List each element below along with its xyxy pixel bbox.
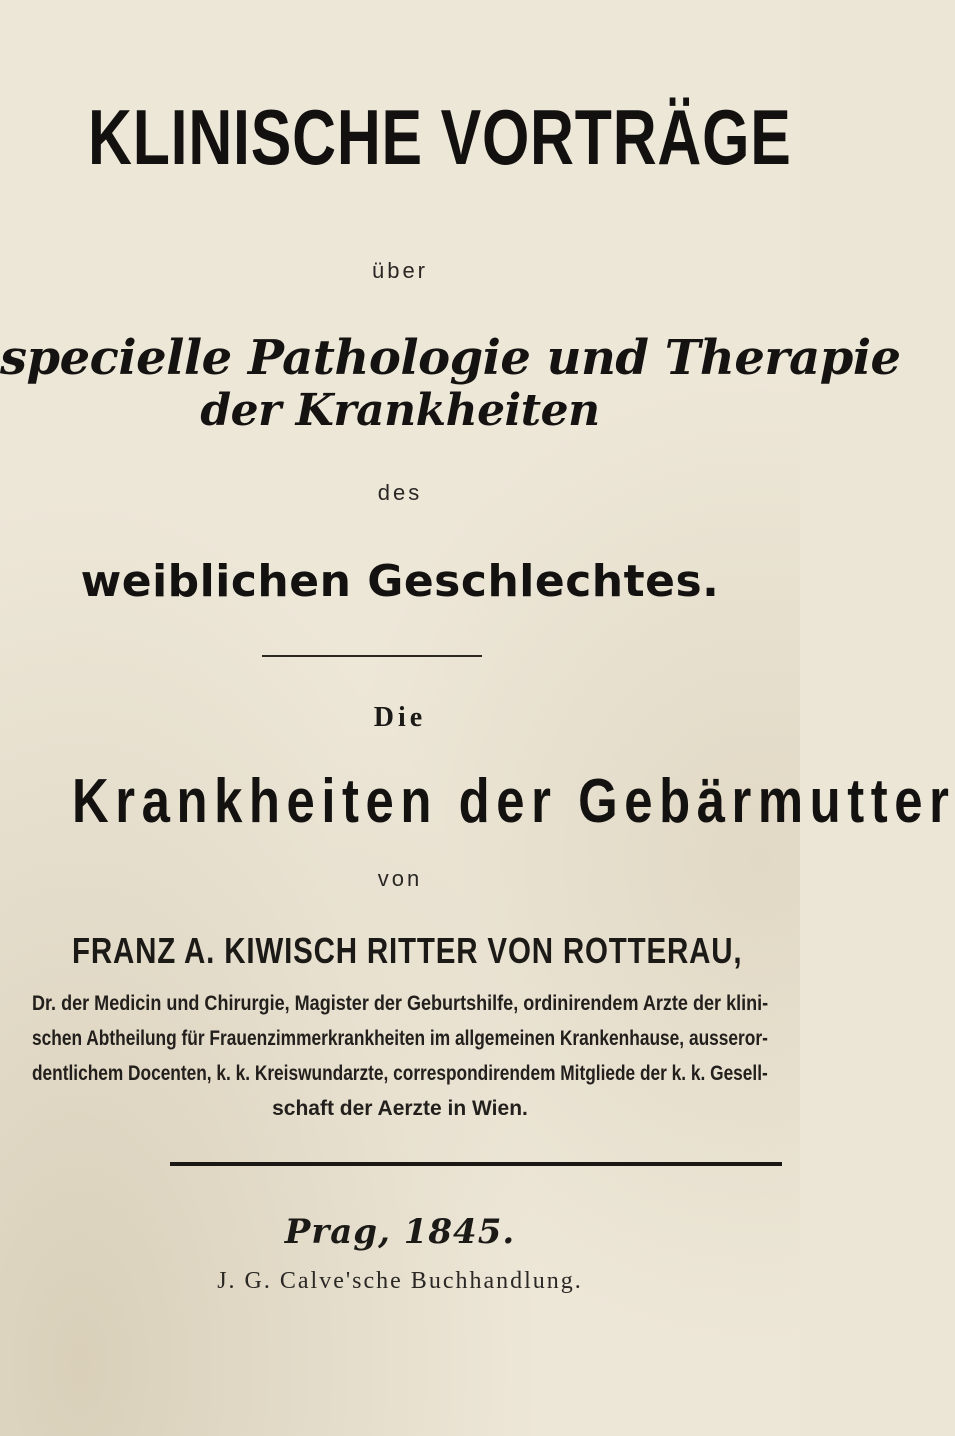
credentials-line: schen Abtheilung für Frauenzimmerkrankheiten im allgemeinen Krankenhause, ausseror- (32, 1027, 768, 1050)
main-title: KLINISCHE VORTRÄGE (88, 93, 792, 181)
credentials-line: Dr. der Medicin und Chirurgie, Magister der Geburtshilfe, ordinirendem Arzte der klini- (32, 992, 769, 1015)
des-word: des (377, 480, 423, 505)
credentials-line: schaft der Aerzte in Wien. (272, 1097, 528, 1120)
place-date: Prag, 1845. (284, 1212, 516, 1252)
subject-line-3: weiblichen Geschlechtes. (80, 556, 720, 607)
author-credentials (32, 986, 768, 1126)
credentials-line: dentlichem Docenten, k. k. Kreiswundarzte, correspondirendem Mitgliede der k. k. Gesell- (32, 1062, 768, 1085)
author-name: FRANZ A. KIWISCH RITTER VON ROTTERAU, (72, 930, 743, 971)
von-word: von (377, 866, 423, 891)
thick-divider (170, 1162, 782, 1166)
subject-line-1: specielle Pathologie und Therapie (0, 330, 901, 386)
publisher: J. G. Calve'sche Buchhandlung. (217, 1268, 583, 1294)
part-title: Krankheiten der Gebärmutter (72, 767, 955, 836)
uber-word: über (371, 258, 429, 283)
short-divider (262, 655, 482, 657)
die-word: Die (373, 702, 427, 733)
subject-line-2: der Krankheiten (200, 385, 600, 436)
